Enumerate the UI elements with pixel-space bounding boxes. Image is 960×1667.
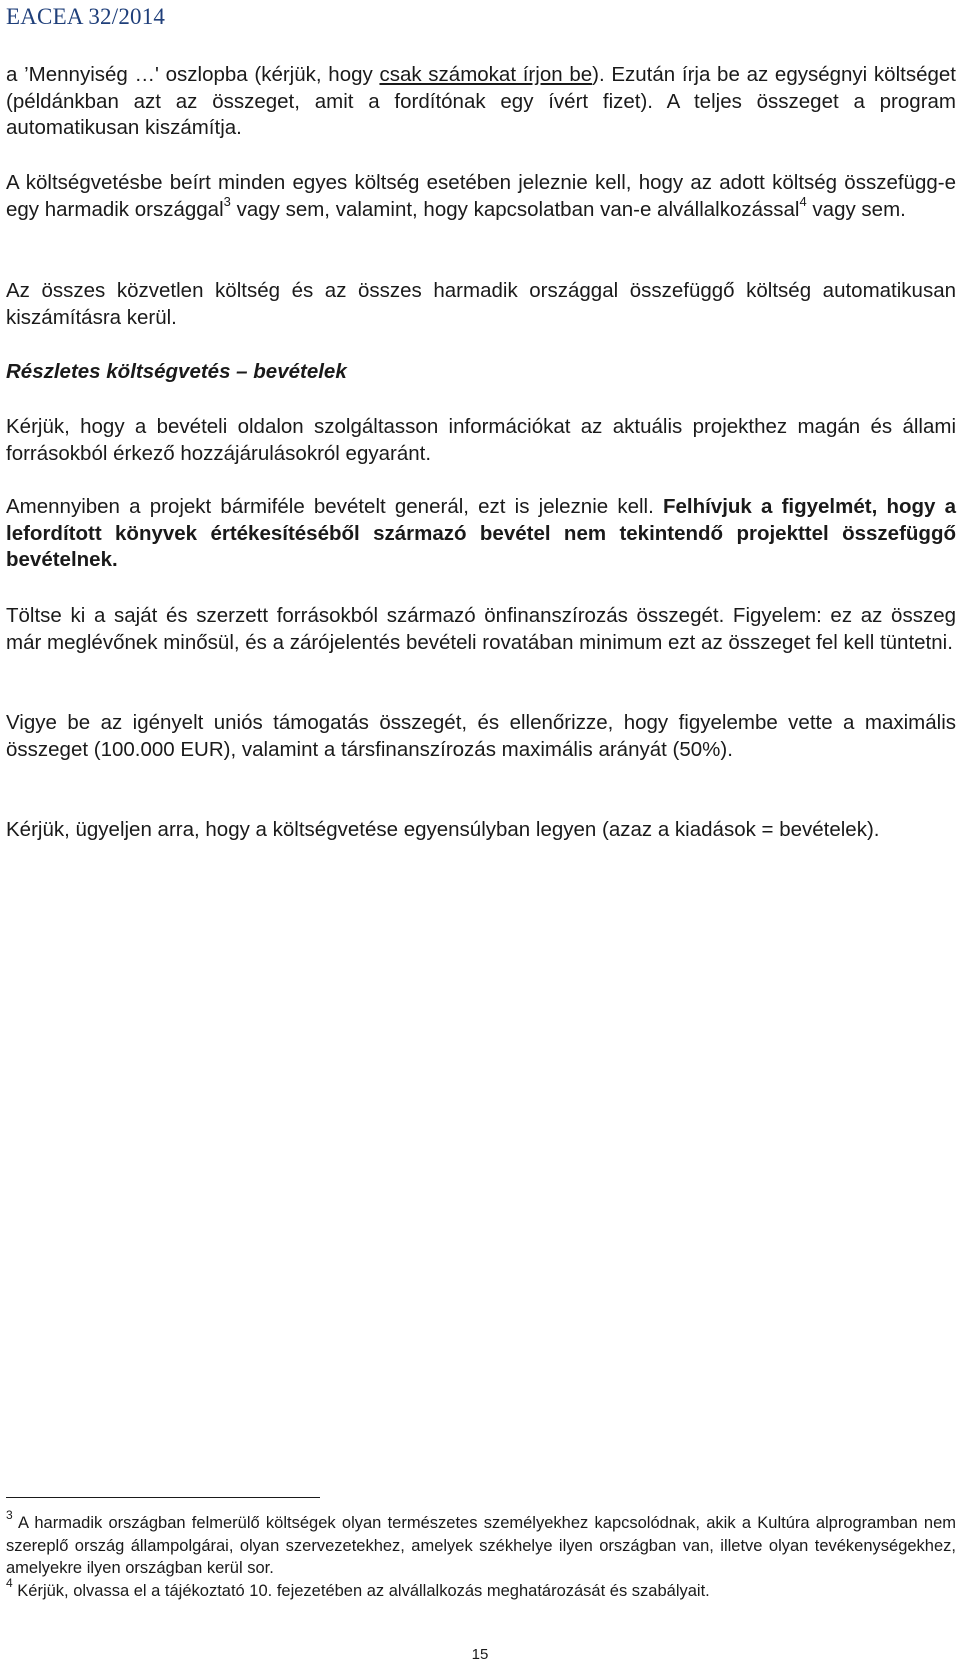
footnote-reference-4[interactable]: 4 [799, 193, 807, 209]
paragraph-text: ). Ezután írja be az egységnyi költséget (példánkban azt az összeget, amit a fordítónak egy ívért fizet). A teljes összeget a program automatikusan kiszámítja. [6, 63, 956, 139]
paragraph-text: vagy sem. [806, 197, 906, 221]
paragraph-text: A költségvetésbe beírt minden egyes költség esetében jeleznie kell, hogy az adott költség összefügg-e egy harmadik országgal [6, 171, 956, 221]
document-header-title: EACEA 32/2014 [6, 4, 166, 29]
footnote-3 [6, 1507, 956, 1580]
footnote-reference-3[interactable]: 3 [223, 193, 231, 209]
footnote-4 [6, 1575, 956, 1603]
footnote-text: A harmadik országban felmerülő költségek olyan természetes személyekhez kapcsolódnak, akik a Kultúra alprogramban nem szereplő ország állampolgárai, olyan szervezetekhez, amelyek székhelye ilyen országban van, illetve olyan tevékenységekhez, amelyekre ilyen országban kerül sor. [6, 1514, 956, 1577]
paragraph-quantity-column [6, 62, 956, 142]
paragraph-project-revenue [6, 494, 956, 574]
underlined-emphasis: csak számokat írjon be [379, 63, 593, 86]
bold-notice: Felhívjuk a figyelmét, hogy a lefordított könyvek értékesítéséből származó bevétel nem tekintendő projekttel összefüggő bevételnek. [6, 495, 956, 571]
page-number: 15 [471, 1646, 489, 1663]
paragraph-text: a ’Mennyiség …' oszlopba (kérjük, hogy [6, 63, 380, 86]
footnote-text: Kérjük, olvassa el a tájékoztató 10. fejezetében az alvállalkozás meghatározását és szabályait. [12, 1582, 710, 1600]
section-heading-revenue: Részletes költségvetés – bevételek [6, 360, 347, 383]
paragraph-eu-grant: Vigye be az igényelt uniós támogatás összegét, és ellenőrizze, hogy figyelembe vette a maximális összeget (100.000 EUR), valamint a társfinanszírozás maximális arányát (50%). [6, 711, 956, 761]
paragraph-text: Amennyiben a projekt bármiféle bevételt generál, ezt is jeleznie kell. [6, 495, 663, 518]
footnote-number: 3 [6, 1507, 13, 1522]
paragraph-self-financing: Töltse ki a saját és szerzett forrásokból származó önfinanszírozás összegét. Figyelem: ez az összeg már meglévőnek minősül, és a zárójelentés bevételi rovatában minimum ezt az összeget fel kell tüntetni. [6, 604, 956, 654]
paragraph-revenue-info: Kérjük, hogy a bevételi oldalon szolgáltasson információkat az aktuális projekthez magán és állami forrásokból érkező hozzájárulásokról egyaránt. [6, 415, 956, 465]
paragraph-balanced-budget: Kérjük, ügyeljen arra, hogy a költségvetése egyensúlyban legyen (azaz a kiadások = bevételek). [6, 818, 880, 841]
paragraph-text: vagy sem, valamint, hogy kapcsolatban van-e alvállalkozással [230, 197, 800, 221]
paragraph-automatic-calculation: Az összes közvetlen költség és az összes harmadik országgal összefüggő költség automatikusan kiszámításra kerül. [6, 279, 956, 329]
footnote-number: 4 [6, 1575, 13, 1590]
footnote-separator [6, 1497, 320, 1498]
paragraph-cost-flags [6, 170, 956, 223]
